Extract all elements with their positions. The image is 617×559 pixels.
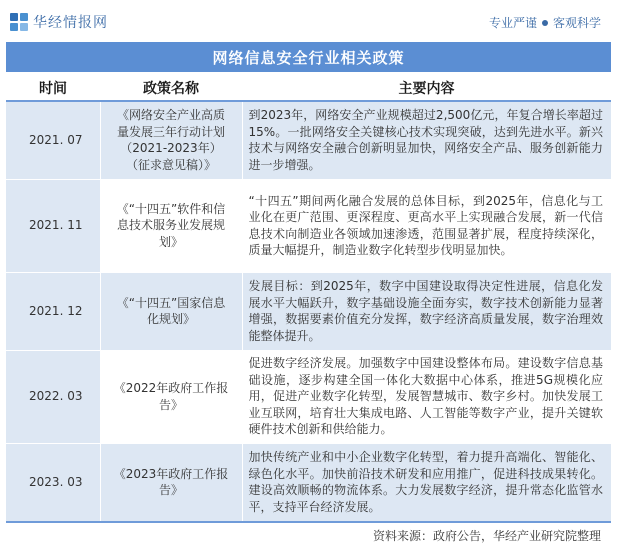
- row-date: 2021. 07: [6, 101, 100, 179]
- row-date: 2021. 12: [6, 272, 100, 350]
- table-row: [6, 101, 611, 179]
- slogan-left: 专业严谨: [488, 16, 537, 30]
- page-title: 网络信息安全行业相关政策: [212, 48, 405, 67]
- row-content: 到2023年，网络安全产业规模超过2,500亿元，年复合增长率超过15%。一批网络安全关键核心技术实现突破，达到先进水平。新兴技术与网络安全融合创新明显加快，网络安全产品、服务创新能力进一步增强。: [242, 101, 611, 179]
- brand-logo: [10, 12, 108, 32]
- footer-divider: [6, 521, 611, 523]
- row-content: 加快传统产业和中小企业数字化转型，着力提升高端化、智能化、绿色化水平。加快前沿技术研发和应用推广，促进科技成果转化。建设高效顺畅的物流体系。大力发展数字经济，提升常态化监管水平，支持平台经济发展。: [242, 443, 611, 521]
- header-content: 主要内容: [242, 75, 611, 101]
- table-row: [6, 272, 611, 350]
- table-row: [6, 179, 611, 272]
- source-note: 资料来源：政府公告，华经产业研究院整理: [372, 529, 601, 543]
- logo-icon: [10, 13, 28, 31]
- table-row: [6, 443, 611, 521]
- slogan: [489, 14, 601, 31]
- header-policy: 政策名称: [100, 75, 242, 101]
- row-policy: 《网络安全产业高质量发展三年行动计划（2021-2023年）（征求意见稿）》: [100, 101, 242, 179]
- row-content: 促进数字经济发展。加强数字中国建设整体布局。建设数字信息基础设施，逐步构建全国一体化大数据中心体系，推进5G规模化应用，促进产业数字化转型，发展智慧城市、数字乡村。加快发展工业互联网，培育壮大集成电路、人工智能等数字产业，提升关键软硬件技术创新和供给能力。: [242, 350, 611, 443]
- row-date: 2023. 03: [6, 443, 100, 521]
- row-date: 2022. 03: [6, 350, 100, 443]
- row-date: 2021. 11: [6, 179, 100, 272]
- table-header-row: [6, 75, 611, 101]
- table-row: [6, 350, 611, 443]
- row-content: “十四五”期间两化融合发展的总体目标，到2025年，信息化与工业化在更广范围、更深程度、更高水平上实现融合发展，新一代信息技术向制造业各领域加速渗透，范围显著扩展，程度持续深化，质量大幅提升，制造业数字化转型步伐明显加快。: [242, 179, 611, 272]
- row-policy: 《2022年政府工作报告》: [100, 350, 242, 443]
- slogan-right: 客观科学: [552, 16, 601, 30]
- title-bar: [6, 42, 611, 72]
- policy-table: [6, 75, 611, 521]
- row-policy: 《“十四五”软件和信息技术服务业发展规划》: [100, 179, 242, 272]
- header-date: 时间: [6, 75, 100, 101]
- row-policy: 《2023年政府工作报告》: [100, 443, 242, 521]
- dot-icon: [542, 20, 548, 26]
- logo-text: 华经情报网: [33, 15, 108, 31]
- row-content: 发展目标：到2025年，数字中国建设取得决定性进展，信息化发展水平大幅跃升，数字基础设施全面夯实，数字技术创新能力显著增强，数据要素价值充分发挥，数字经济高质量发展，数字治理效能整体提升。: [242, 272, 611, 350]
- row-policy: 《“十四五”国家信息化规划》: [100, 272, 242, 350]
- top-bar: [0, 0, 617, 40]
